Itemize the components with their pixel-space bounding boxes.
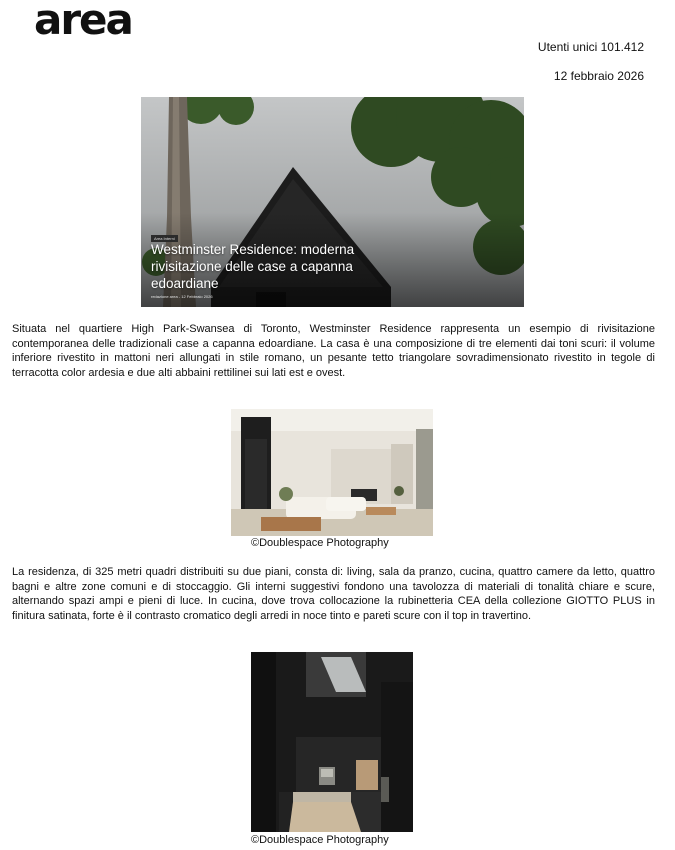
kitchen-illustration: [251, 652, 413, 832]
hero-byline: redazione area - 12 Febbraio 2026: [151, 294, 213, 299]
unique-users-count: Utenti unici 101.412: [537, 40, 644, 54]
living-room-illustration: [231, 409, 433, 536]
article-paragraph-1: Situata nel quartiere High Park-Swansea di Toronto, Westminster Residence rappresenta un esempio di rivisitazione contemporanea delle tradizionali case a capanna edoardiane. La casa è una composizione di tre elementi dai toni scuri: il volume inferiore rivestito in mattoni neri allungati in stile romano, un pesante tetto triangolare sovradimensionato rivestito in tegole di terracotta color ardesia e due alti abbaini rettilinei sui lati est e ovest.: [12, 323, 655, 379]
article-paragraph-2: La residenza, di 325 metri quadri distribuiti su due piani, consta di: living, sala da pranzo, cucina, quattro camere da letto, quattro bagni e altre zone comuni e di stoccaggio. Gli interni suggestivi fondono una tavolozza di materiali di tonalità chiare e scure, alternando spazi ampi e pieni di luce. In cucina, dove trova collocazione la rubinetteria CEA della collezione GIOTTO PLUS in finitura satinata, forte è il contrasto cromatico degli arredi in noce tinto e pareti scure con il top in travertino.: [12, 566, 655, 622]
kitchen-photo: [251, 652, 413, 832]
area-logo: area: [34, 0, 132, 44]
photo-2-caption: ©Doublespace Photography: [251, 834, 389, 846]
photo-1-caption: ©Doublespace Photography: [251, 537, 389, 549]
hero-image: [141, 97, 524, 307]
publication-date: 12 febbraio 2026: [553, 69, 644, 83]
living-room-photo: [231, 409, 433, 536]
hero-category-tag: Area Interni: [151, 235, 178, 242]
hero-article-title[interactable]: Westminster Residence: moderna rivisitazione delle case a capanna edoardiane: [151, 242, 355, 291]
